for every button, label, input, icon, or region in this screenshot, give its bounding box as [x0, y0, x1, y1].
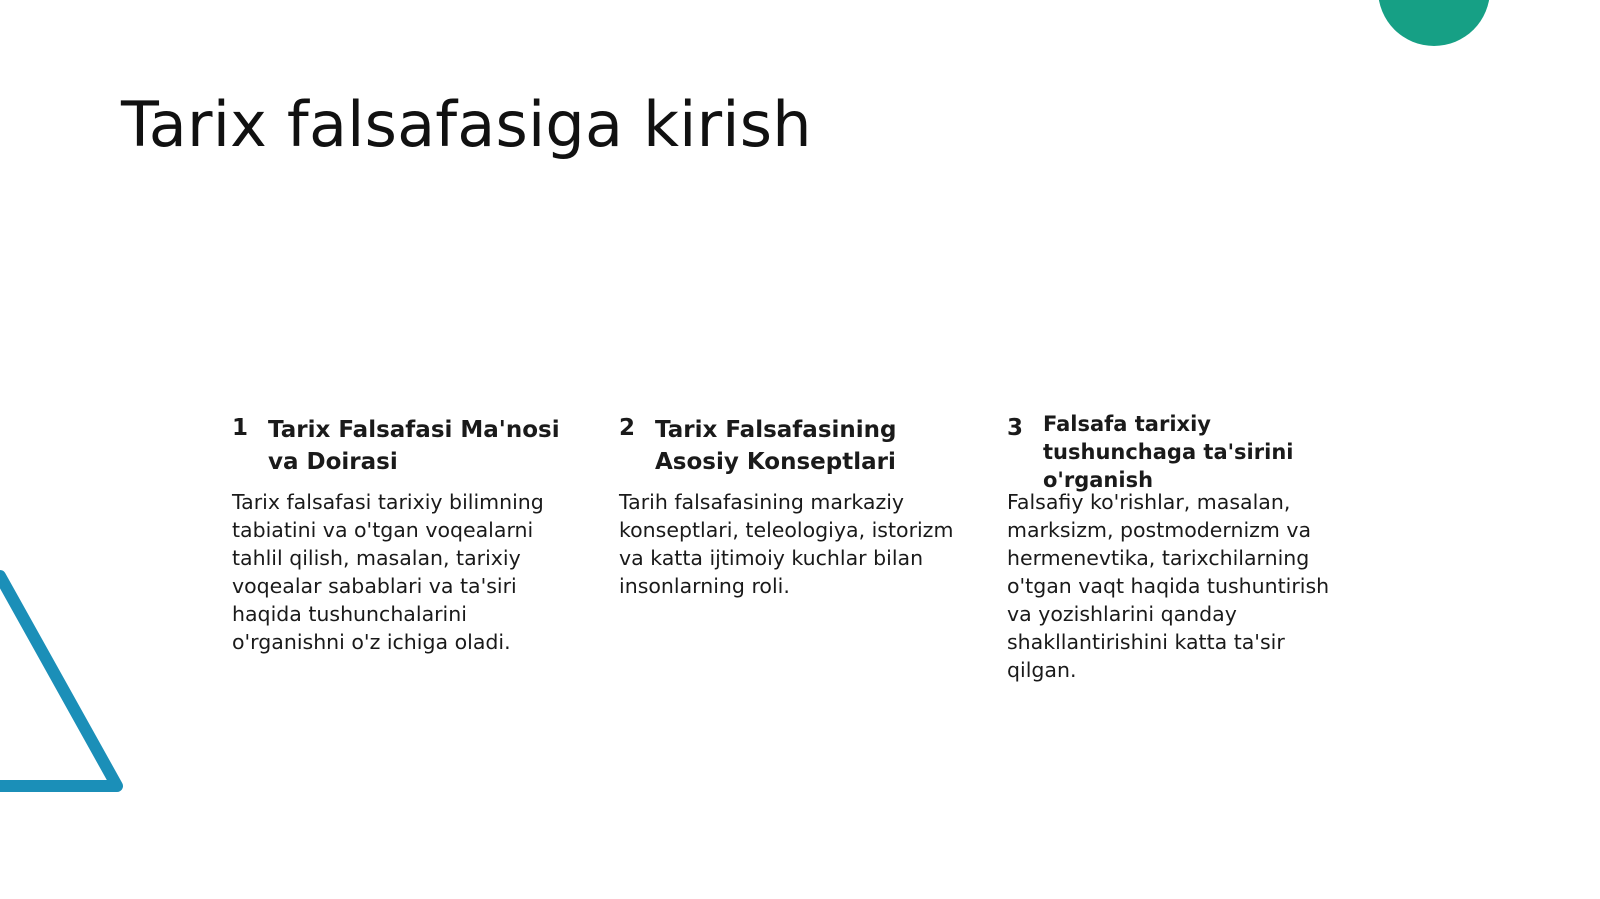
list-item-2 [619, 410, 964, 600]
list-item-description: Falsafiy ko'rishlar, masalan, marksizm, postmodernizm va hermenevtika, tarixchilarning o'tgan vaqt haqida tushuntirish va yozishlarini qanday shakllantirishini katta ta'sir qilgan. [1007, 490, 1330, 682]
list-item-number: 2 [619, 415, 636, 441]
list-item-3 [1007, 410, 1352, 684]
list-item-number: 3 [1007, 415, 1024, 441]
decorative-circle [1378, 0, 1490, 46]
list-item-title: Tarix Falsafasi Ma'nosi va Doirasi [268, 417, 560, 475]
list-item-title: Tarix Falsafasining Asosiy Konseptlari [655, 417, 897, 475]
list-item-description: Tarih falsafasining markaziy konseptlari, teleologiya, istorizm va katta ijtimoiy kuchlar bilan insonlarning roli. [619, 490, 954, 598]
slide-title: Tarix falsafasiga kirish [121, 88, 812, 161]
list-item-header [619, 410, 964, 488]
list-item-header [1007, 410, 1352, 492]
decorative-triangle-icon [0, 560, 140, 820]
list-item-title: Falsafa tarixiy tushunchaga ta'sirini o'rganish [1043, 412, 1294, 492]
list-item-number: 1 [232, 415, 249, 441]
list-item-header [232, 410, 577, 488]
list-item-description: Tarix falsafasi tarixiy bilimning tabiatini va o'tgan voqealarni tahlil qilish, masalan, tarixiy voqealar sabablari va ta'siri haqida tushunchalarini o'rganishni o'z ichiga oladi. [232, 490, 544, 654]
list-item-1 [232, 410, 577, 656]
